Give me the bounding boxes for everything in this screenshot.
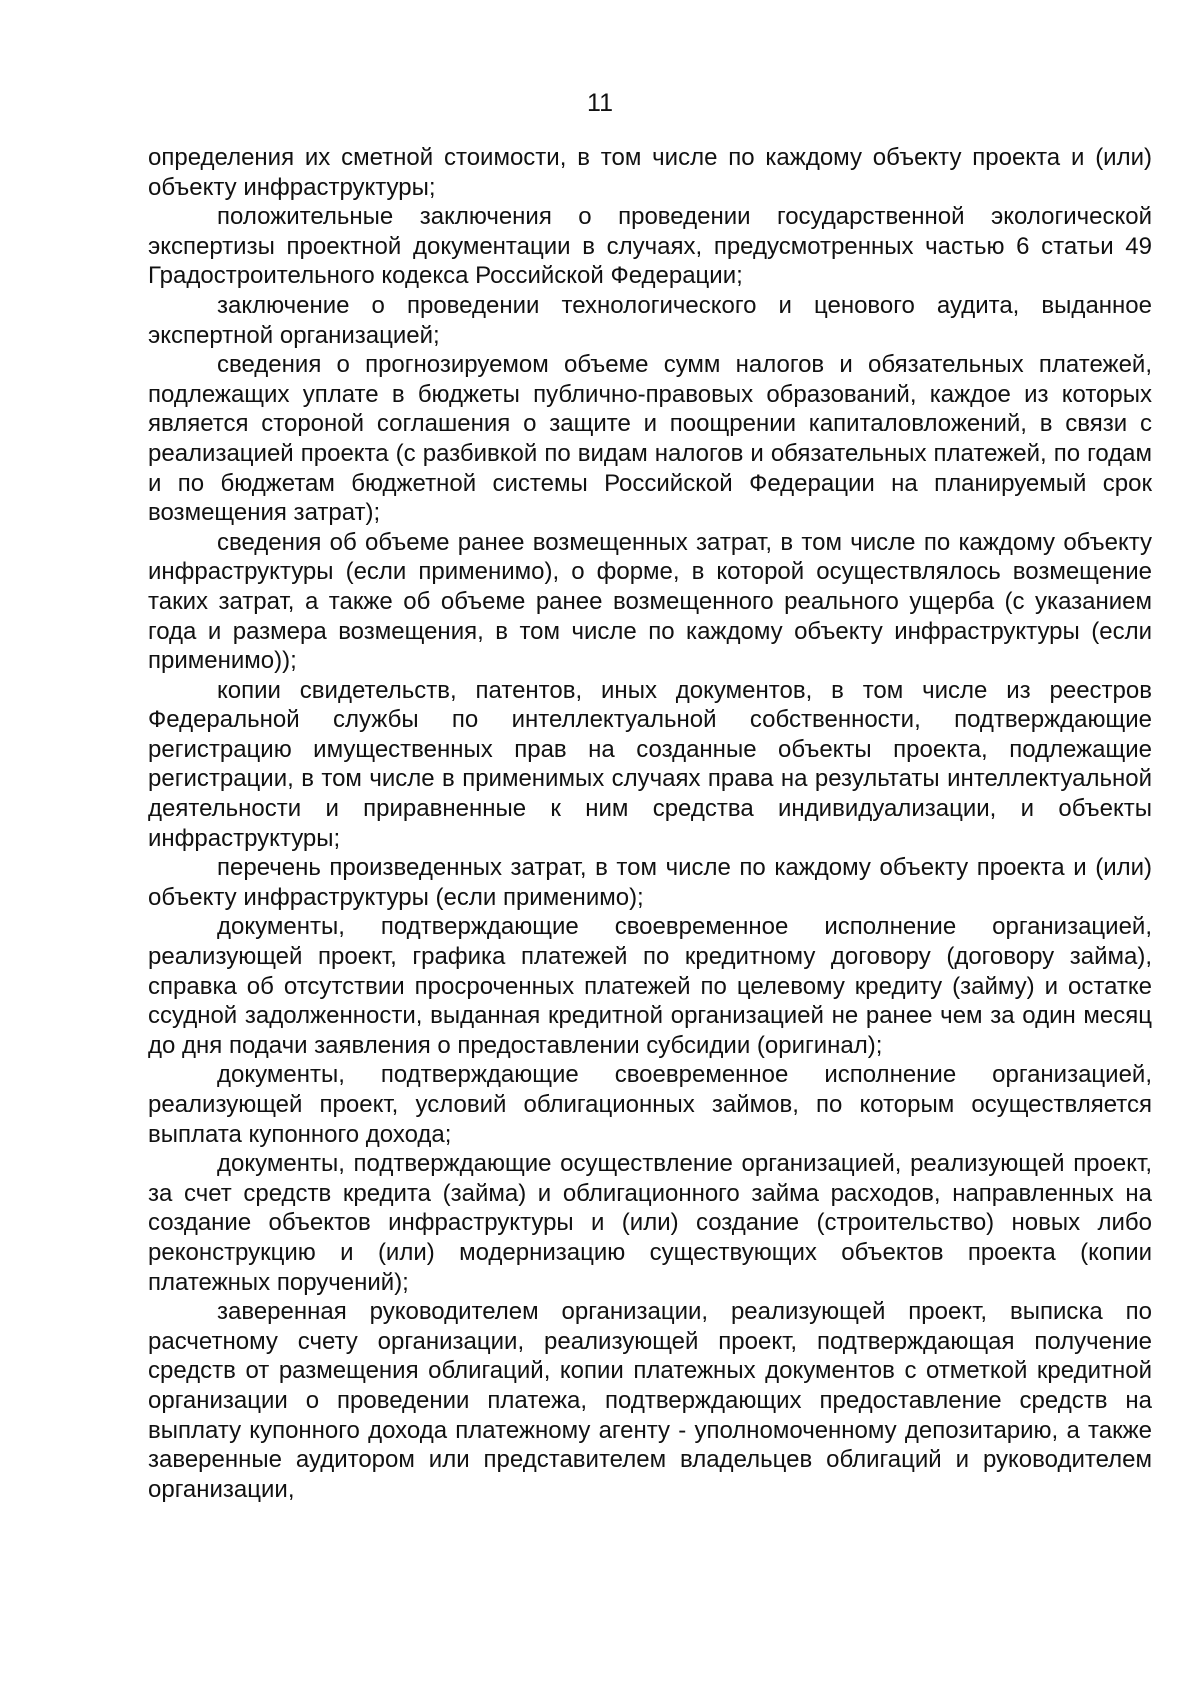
paragraph-6: копии свидетельств, патентов, иных документов, в том числе из реестров Федеральной службы по интеллектуальной собственности, подтверждающие регистрацию имущественных прав на созданные объекты проекта, подлежащие регистрации, в том числе в применимых случаях права на результаты интеллектуальной деятельности и приравненные к ним средства индивидуализации, и объекты инфраструктуры;	[148, 676, 1152, 852]
paragraph-11: заверенная руководителем организации, реализующей проект, выписка по расчетному счету организации, реализующей проект, подтверждающая получение средств от размещения облигаций, копии платежных документов с отметкой кредитной организации о проведении платежа, подтверждающих предоставление средств на выплату купонного дохода платежному агенту - уполномоченному депозитарию, а также заверенные аудитором или представителем владельцев облигаций и руководителем организации,	[148, 1298, 1152, 1503]
paragraph-2: положительные заключения о проведении государственной экологической экспертизы проектной документации в случаях, предусмотренных частью 6 статьи 49 Градостроительного кодекса Российской Федерации;	[148, 203, 1152, 290]
paragraph-10: документы, подтверждающие осуществление организацией, реализующей проект, за счет средств кредита (займа) и облигационного займа расходов, направленных на создание объектов инфраструктуры и (или) создание (строительство) новых либо реконструкцию и (или) модернизацию существующих объектов проекта (копии платежных поручений);	[148, 1150, 1152, 1296]
paragraph-9: документы, подтверждающие своевременное исполнение организацией, реализующей проект, условий облигационных займов, по которым осуществляется выплата купонного дохода;	[148, 1061, 1152, 1148]
paragraph-5: сведения об объеме ранее возмещенных затрат, в том числе по каждому объекту инфраструктуры (если применимо), о форме, в которой осуществлялось возмещение таких затрат, а также об объеме ранее возмещенного реального ущерба (с указанием года и размера возмещения, в том числе по каждому объекту инфраструктуры (если применимо));	[148, 528, 1152, 675]
paragraph-7: перечень произведенных затрат, в том числе по каждому объекту проекта и (или) объекту инфраструктуры (если применимо);	[148, 854, 1152, 911]
page-number: 11	[587, 89, 613, 117]
document-body	[148, 143, 1152, 1504]
paragraph-4: сведения о прогнозируемом объеме сумм налогов и обязательных платежей, подлежащих уплате в бюджеты публично-правовых образований, каждое из которых является стороной соглашения о защите и поощрении капиталовложений, в связи с реализацией проекта (с разбивкой по видам налогов и обязательных платежей, по годам и по бюджетам бюджетной системы Российской Федерации на планируемый срок возмещения затрат);	[148, 351, 1152, 527]
paragraph-3: заключение о проведении технологического и ценового аудита, выданное экспертной организацией;	[148, 291, 1152, 349]
paragraph-1: определения их сметной стоимости, в том числе по каждому объекту проекта и (или) объекту инфраструктуры;	[148, 144, 1152, 201]
paragraph-8: документы, подтверждающие своевременное исполнение организацией, реализующей проект, графика платежей по кредитному договору (договору займа), справка об отсутствии просроченных платежей по целевому кредиту (займу) и остатке ссудной задолженности, выданная кредитной организацией не ранее чем за один месяц до дня подачи заявления о предоставлении субсидии (оригинал);	[148, 913, 1152, 1059]
